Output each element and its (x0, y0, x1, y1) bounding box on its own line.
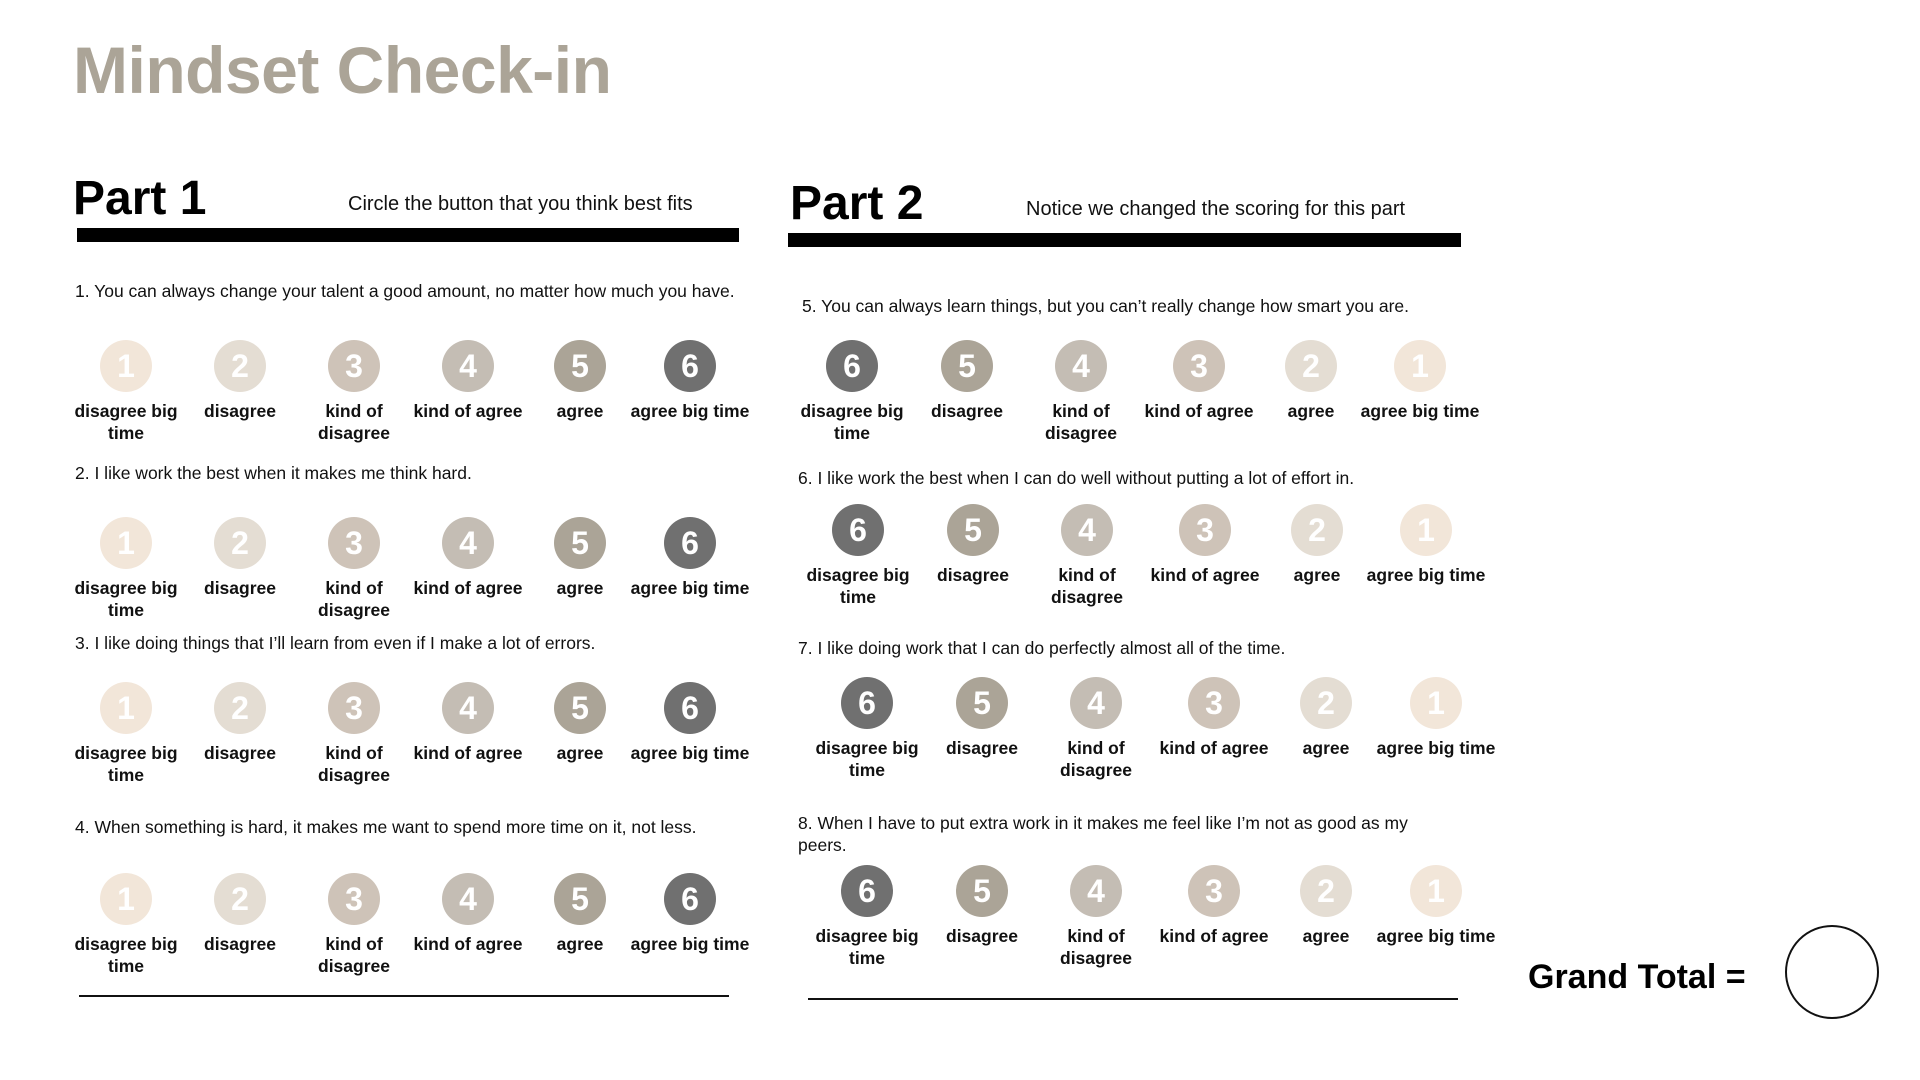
option-label: disagree (946, 738, 1018, 758)
option-label: agree big time (1360, 401, 1480, 421)
question-options (798, 504, 1498, 614)
option-label: kind of disagree (318, 934, 390, 976)
option-label: disagree (931, 401, 1003, 421)
option-label: agree (1293, 565, 1341, 585)
option-circle[interactable]: 1 (100, 517, 152, 569)
question-options (75, 873, 775, 983)
option-circle[interactable]: 2 (1285, 340, 1337, 392)
option-circle[interactable]: 2 (1300, 865, 1352, 917)
option-circle[interactable]: 4 (442, 517, 494, 569)
option-label: agree big time (1376, 738, 1496, 758)
option-label: kind of disagree (1045, 401, 1117, 443)
option-circle[interactable]: 2 (1291, 504, 1343, 556)
part-2-bottom-rule (808, 998, 1458, 1000)
option-circle[interactable]: 6 (664, 517, 716, 569)
option-circle[interactable]: 2 (214, 517, 266, 569)
option-circle[interactable]: 2 (214, 873, 266, 925)
part-2-heading: Part 2 (790, 177, 924, 230)
option-label: agree big time (1376, 926, 1496, 946)
option-circle[interactable]: 6 (841, 677, 893, 729)
option-label: agree big time (630, 578, 750, 598)
option-circle[interactable]: 4 (1055, 340, 1107, 392)
option-circle[interactable]: 2 (1300, 677, 1352, 729)
option-circle[interactable]: 5 (947, 504, 999, 556)
option-label: kind of disagree (1051, 565, 1123, 607)
option-circle[interactable]: 1 (100, 340, 152, 392)
part-1-instruction: Circle the button that you think best fits (348, 193, 693, 215)
option-label: kind of disagree (1060, 926, 1132, 968)
option-circle[interactable]: 5 (956, 865, 1008, 917)
option-label: kind of agree (1159, 926, 1269, 946)
option-label: disagree (204, 401, 276, 421)
option-circle[interactable]: 4 (1070, 865, 1122, 917)
option-circle[interactable]: 1 (1410, 865, 1462, 917)
option-label: disagree (204, 934, 276, 954)
option-label: kind of disagree (318, 578, 390, 620)
question-text: 3. I like doing things that I’ll learn from even if I make a lot of errors. (75, 633, 596, 653)
option-circle[interactable]: 5 (554, 682, 606, 734)
option-label: agree big time (630, 401, 750, 421)
option-label: agree (1302, 738, 1350, 758)
option-circle[interactable]: 4 (442, 340, 494, 392)
option-circle[interactable]: 6 (841, 865, 893, 917)
option-circle[interactable]: 3 (328, 682, 380, 734)
option-label: disagree big time (800, 401, 904, 443)
option-circle[interactable]: 1 (1410, 677, 1462, 729)
option-circle[interactable]: 1 (1400, 504, 1452, 556)
option-label: kind of agree (413, 578, 523, 598)
option-circle[interactable]: 5 (554, 340, 606, 392)
option-circle[interactable]: 5 (554, 873, 606, 925)
option-circle[interactable]: 2 (214, 340, 266, 392)
option-label: disagree big time (74, 578, 178, 620)
question-options (75, 517, 775, 627)
question-text: 1. You can always change your talent a good amount, no matter how much you have. (75, 281, 735, 301)
question-text: 8. When I have to put extra work in it makes me feel like I’m not as good as my peers. (798, 813, 1408, 855)
grand-total-circle[interactable] (1785, 925, 1879, 1019)
option-label: agree big time (630, 743, 750, 763)
option-circle[interactable]: 3 (328, 340, 380, 392)
option-circle[interactable]: 3 (1179, 504, 1231, 556)
grand-total-label: Grand Total = (1528, 958, 1746, 996)
question-text: 6. I like work the best when I can do well without putting a lot of effort in. (798, 468, 1355, 488)
option-circle[interactable]: 3 (328, 873, 380, 925)
option-label: disagree big time (74, 743, 178, 785)
option-label: kind of agree (1159, 738, 1269, 758)
option-label: disagree big time (806, 565, 910, 607)
option-circle[interactable]: 4 (442, 873, 494, 925)
option-circle[interactable]: 3 (1173, 340, 1225, 392)
option-label: kind of agree (1144, 401, 1254, 421)
question-text: 2. I like work the best when it makes me think hard. (75, 463, 472, 483)
option-label: kind of disagree (318, 743, 390, 785)
option-circle[interactable]: 6 (664, 682, 716, 734)
option-label: disagree big time (815, 738, 919, 780)
option-label: kind of agree (413, 934, 523, 954)
option-circle[interactable]: 3 (1188, 677, 1240, 729)
option-label: agree (556, 578, 604, 598)
question-options (798, 865, 1498, 975)
option-label: disagree big time (74, 401, 178, 443)
option-circle[interactable]: 5 (554, 517, 606, 569)
option-circle[interactable]: 3 (1188, 865, 1240, 917)
option-label: kind of agree (413, 401, 523, 421)
option-label: disagree (946, 926, 1018, 946)
question-options (798, 677, 1498, 787)
option-circle[interactable]: 1 (1394, 340, 1446, 392)
option-circle[interactable]: 2 (214, 682, 266, 734)
page-title: Mindset Check-in (73, 33, 612, 107)
part-2-instruction: Notice we changed the scoring for this part (1026, 198, 1406, 220)
option-label: kind of disagree (318, 401, 390, 443)
option-label: agree (556, 934, 604, 954)
question-options (75, 340, 775, 450)
part-1-header-rule (77, 228, 739, 242)
part-2-header-rule (788, 233, 1461, 247)
part-1-bottom-rule (79, 995, 729, 997)
option-circle[interactable]: 4 (442, 682, 494, 734)
question-options (802, 340, 1502, 450)
option-label: disagree (204, 578, 276, 598)
option-label: disagree big time (74, 934, 178, 976)
question-text: 7. I like doing work that I can do perfectly almost all of the time. (798, 638, 1286, 658)
option-label: agree (1302, 926, 1350, 946)
option-label: agree (556, 401, 604, 421)
question-text: 5. You can always learn things, but you can’t really change how smart you are. (802, 296, 1410, 316)
option-label: kind of agree (413, 743, 523, 763)
part-2-section (790, 177, 1496, 1010)
question-text: 4. When something is hard, it makes me want to spend more time on it, not less. (75, 817, 697, 837)
part-1-heading: Part 1 (73, 172, 207, 225)
option-circle[interactable]: 1 (100, 682, 152, 734)
option-circle[interactable]: 6 (826, 340, 878, 392)
option-label: agree (556, 743, 604, 763)
option-circle[interactable]: 3 (328, 517, 380, 569)
option-circle[interactable]: 6 (664, 873, 716, 925)
part-1-section (73, 172, 750, 1005)
option-circle[interactable]: 4 (1061, 504, 1113, 556)
option-circle[interactable]: 6 (664, 340, 716, 392)
option-label: agree (1287, 401, 1335, 421)
option-label: kind of agree (1150, 565, 1260, 585)
option-label: disagree (937, 565, 1009, 585)
option-circle[interactable]: 1 (100, 873, 152, 925)
option-label: disagree (204, 743, 276, 763)
question-options (75, 682, 775, 792)
option-circle[interactable]: 5 (956, 677, 1008, 729)
option-label: kind of disagree (1060, 738, 1132, 780)
option-circle[interactable]: 6 (832, 504, 884, 556)
option-label: agree big time (630, 934, 750, 954)
option-circle[interactable]: 5 (941, 340, 993, 392)
option-circle[interactable]: 4 (1070, 677, 1122, 729)
option-label: agree big time (1366, 565, 1486, 585)
option-label: disagree big time (815, 926, 919, 968)
